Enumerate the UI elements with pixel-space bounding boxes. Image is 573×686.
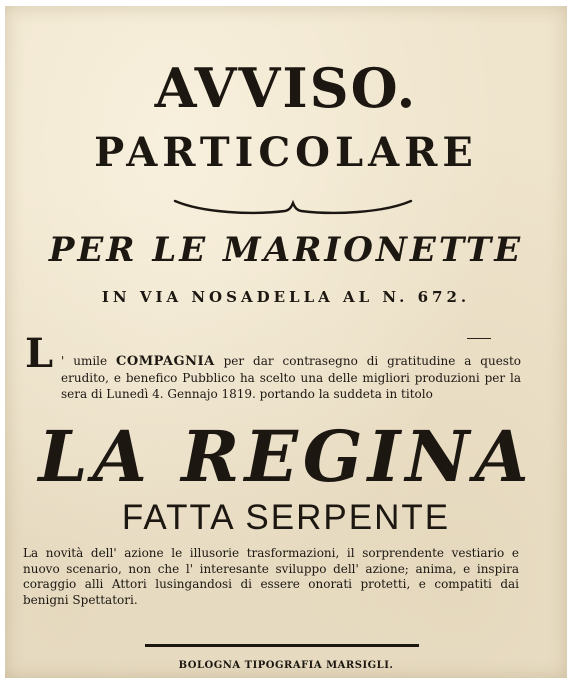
intro-text-rest: per dar contrasegno di gratitudine a questo erudito, e benefico Pubblico ha scelto una delle migliori produzioni per la sera di Lunedì 4. Gennajo 1819. portando la suddeta in titolo bbox=[61, 354, 521, 401]
closing-paragraph: La novità dell' azione le illusorie trasformazioni, il sorprendente vestiario e nuovo scenario, non che l' interesante sviluppo dell' azione; anima, e inspira coraggio alli Attori lusingandosi di essere onorati protetti, e compatiti dai benigni Spettatori. bbox=[23, 546, 519, 607]
bottom-rule bbox=[145, 644, 419, 647]
intro-paragraph bbox=[61, 353, 521, 402]
venue-title: PER LE MARIONETTE bbox=[48, 230, 524, 270]
printer-imprint: BOLOGNA TIPOGRAFIA MARSIGLI. bbox=[178, 660, 394, 671]
play-title: LA REGINA bbox=[38, 415, 534, 498]
poster-heading: AVVISO. bbox=[154, 56, 418, 120]
venue-address: IN VIA NOSADELLA AL N. 672. bbox=[101, 288, 471, 306]
drop-cap: L bbox=[25, 330, 54, 377]
poster-subheading: PARTICOLARE bbox=[94, 129, 478, 176]
poster-sheet bbox=[5, 6, 567, 678]
flourish-ornament bbox=[173, 197, 413, 219]
company-name: COMPAGNIA bbox=[116, 354, 215, 369]
intro-text-start: ' umile bbox=[61, 354, 117, 368]
play-subtitle: FATTA SERPENTE bbox=[121, 498, 451, 537]
small-rule bbox=[467, 338, 491, 339]
